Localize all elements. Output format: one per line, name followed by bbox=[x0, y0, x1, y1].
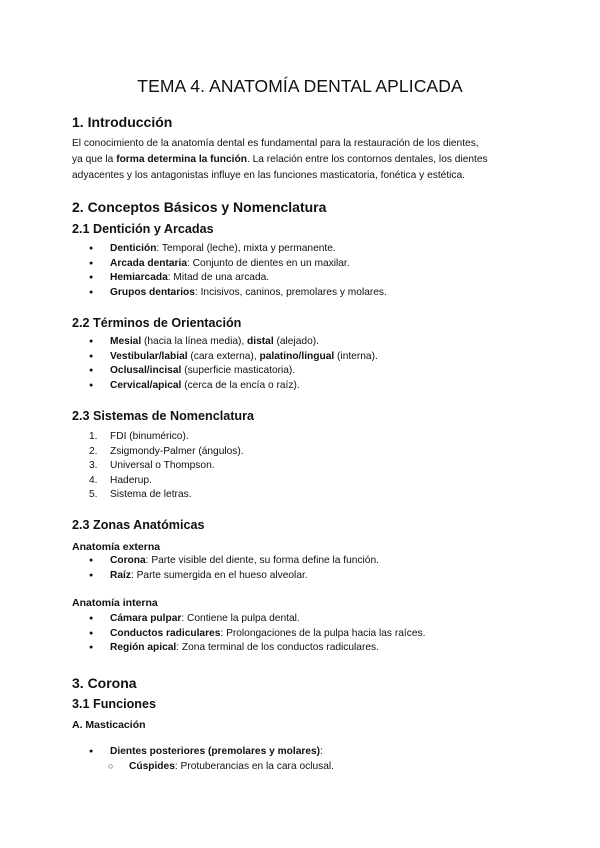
intro-line-1: El conocimiento de la anatomía dental es fundamental para la restauración de los dientes, bbox=[72, 138, 479, 149]
intro-paragraph bbox=[72, 136, 532, 184]
external-anatomy-list bbox=[72, 554, 379, 583]
section-3-heading: 3. Corona bbox=[72, 675, 137, 691]
section-3-1-heading: 3.1 Funciones bbox=[72, 697, 156, 711]
list-item bbox=[72, 364, 378, 379]
nomenclature-list bbox=[72, 430, 244, 503]
section-2-1-heading: 2.1 Dentición y Arcadas bbox=[72, 222, 214, 236]
section-1-heading: 1. Introducción bbox=[72, 114, 173, 130]
term: Hemiarcada bbox=[110, 272, 168, 283]
definition: : Conjunto de dientes en un maxilar. bbox=[187, 257, 350, 269]
list-item bbox=[72, 379, 378, 394]
definition: (alejado). bbox=[273, 336, 319, 347]
section-2-heading: 2. Conceptos Básicos y Nomenclatura bbox=[72, 199, 327, 215]
definition: : Parte sumergida en el hueso alveolar. bbox=[130, 569, 308, 581]
internal-anatomy-list bbox=[72, 612, 425, 656]
intro-line-3: adyacentes y los antagonistas influye en las funciones masticatoria, fonética y estética. bbox=[72, 170, 466, 181]
definition: : Parte visible del diente, su forma define la función. bbox=[145, 555, 379, 566]
term: Región apical bbox=[110, 642, 177, 653]
intro-line-2 bbox=[72, 152, 532, 168]
list-item bbox=[72, 430, 244, 445]
item-text: Haderup. bbox=[110, 474, 152, 486]
document-title: TEMA 4. ANATOMÍA DENTAL APLICADA bbox=[137, 76, 463, 96]
term: Arcada dentaria bbox=[110, 257, 188, 269]
term: Raíz bbox=[110, 569, 131, 581]
list-item bbox=[72, 627, 425, 642]
list-item bbox=[72, 569, 379, 584]
term: Corona bbox=[110, 555, 146, 566]
list-item bbox=[72, 745, 323, 760]
definition: : Contiene la pulpa dental. bbox=[181, 613, 300, 624]
item-text: Sistema de letras. bbox=[110, 489, 192, 500]
list-item bbox=[72, 257, 387, 272]
sub-list-item bbox=[129, 761, 334, 772]
list-item bbox=[72, 242, 387, 257]
item-number: 4. bbox=[89, 474, 98, 486]
item-number: 1. bbox=[89, 431, 98, 442]
term: Vestibular/labial bbox=[110, 350, 188, 362]
term: palatino/lingual bbox=[259, 350, 335, 362]
definition: (cerca de la encía o raíz). bbox=[181, 379, 300, 391]
definition: : Temporal (leche), mixta y permanente. bbox=[156, 243, 336, 254]
definition: : bbox=[320, 746, 323, 757]
term: Conductos radiculares bbox=[110, 627, 221, 639]
term: Cámara pulpar bbox=[110, 613, 182, 624]
internal-anatomy-heading: Anatomía interna bbox=[72, 597, 158, 609]
term: Cervical/apical bbox=[110, 379, 182, 391]
list-item bbox=[72, 350, 378, 365]
term: Dentición bbox=[110, 243, 157, 254]
item-text: Zsigmondy-Palmer (ángulos). bbox=[110, 445, 244, 457]
list-item bbox=[72, 641, 425, 656]
item-number: 2. bbox=[89, 445, 98, 457]
item-number: 3. bbox=[89, 460, 98, 471]
list-item bbox=[72, 612, 425, 627]
list-item bbox=[72, 335, 378, 350]
list-item bbox=[72, 445, 244, 460]
definition: : Protuberancias en la cara oclusal. bbox=[174, 761, 334, 772]
section-2-4-heading: 2.3 Zonas Anatómicas bbox=[72, 518, 205, 532]
definition: (interna). bbox=[334, 350, 378, 362]
orientation-list bbox=[72, 335, 378, 393]
term: Grupos dentarios bbox=[110, 286, 195, 298]
list-item bbox=[72, 271, 387, 286]
definition: (hacia la línea media), bbox=[141, 336, 248, 347]
list-item bbox=[72, 474, 244, 489]
list-item bbox=[72, 488, 244, 503]
term: distal bbox=[247, 336, 274, 347]
mastication-heading: A. Masticación bbox=[72, 719, 146, 731]
item-text: FDI (binumérico). bbox=[110, 431, 189, 442]
list-item bbox=[72, 286, 387, 301]
intro-text: . La relación entre los contornos dentales, los dientes bbox=[246, 154, 488, 165]
external-anatomy-heading: Anatomía externa bbox=[72, 541, 161, 553]
functions-list bbox=[72, 745, 323, 760]
definition: : Mitad de una arcada. bbox=[167, 272, 270, 283]
list-item bbox=[72, 554, 379, 569]
section-2-2-heading: 2.2 Términos de Orientación bbox=[72, 316, 242, 330]
term: Oclusal/incisal bbox=[110, 365, 182, 376]
definition: : Incisivos, caninos, premolares y molares. bbox=[194, 286, 387, 298]
term: Mesial bbox=[110, 336, 142, 347]
item-text: Universal o Thompson. bbox=[110, 460, 215, 471]
definition: (superficie masticatoria). bbox=[181, 365, 296, 376]
definition: (cara externa), bbox=[187, 350, 260, 362]
intro-text: ya que la bbox=[72, 154, 117, 165]
intro-emphasis: forma determina la función bbox=[116, 154, 247, 165]
item-number: 5. bbox=[89, 489, 98, 500]
term: Dientes posteriores (premolares y molares) bbox=[110, 746, 321, 757]
section-2-3-heading: 2.3 Sistemas de Nomenclatura bbox=[72, 409, 254, 423]
list-item bbox=[72, 459, 244, 474]
denticion-list bbox=[72, 242, 387, 300]
term: Cúspides bbox=[129, 761, 175, 772]
definition: : Prolongaciones de la pulpa hacia las raíces. bbox=[220, 627, 426, 639]
definition: : Zona terminal de los conductos radiculares. bbox=[176, 642, 379, 653]
